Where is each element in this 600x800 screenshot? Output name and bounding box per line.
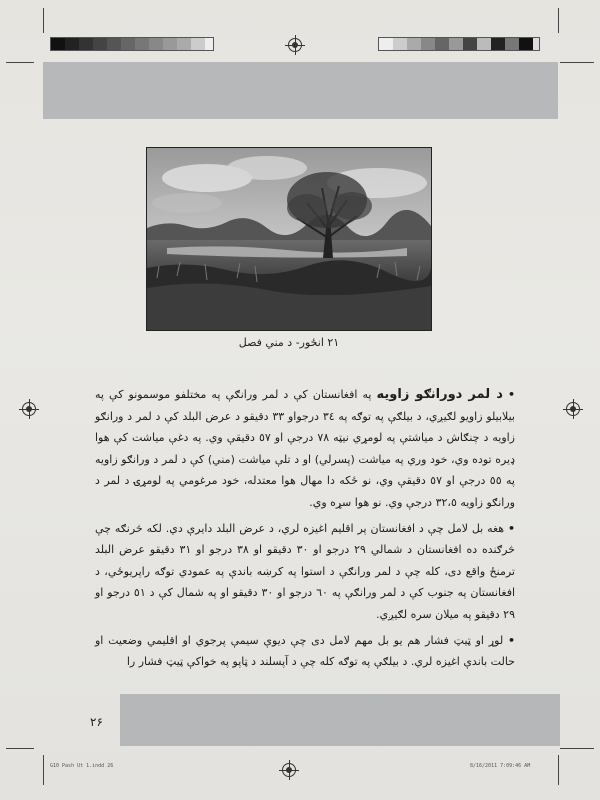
crop-mark <box>43 8 44 33</box>
autumn-landscape-photo <box>146 147 432 331</box>
registration-mark-left <box>22 402 36 416</box>
paragraph-sun-angle <box>95 384 515 514</box>
bullet-marker: • <box>507 633 515 647</box>
paragraph-text: هغه بل لامل چې د افغانستان پر اقليم اغيزه لري، د عرض البلد دايرې دي. لکه څرنګه چې څرګنده ده افغانستان د شمالي ٢٩ درجو او ٣٠ دقيقو او ٣٨ درجو او ٣١ دقيقو عرض البلد ترمنځ واقع دی، کله چې د لمر ورانګې د استوا په کرښه باندې په عمودي توګه راپريوځي، د افغانستان په جنوب کې د لمر ورانګې په ٦٠ درجو او ٣٠ دقيقو او په شمال کې د ٥١ درجو او ٢٩ دقيقو په ميلان سره لګيږي. <box>95 521 516 621</box>
paragraph-lead: د لمر دورانګو زاويه <box>376 387 503 402</box>
registration-mark-right <box>566 402 580 416</box>
header-band <box>43 62 558 119</box>
body-text <box>95 384 515 677</box>
crop-mark <box>43 755 44 785</box>
crop-mark <box>558 755 559 785</box>
crop-mark <box>558 8 559 33</box>
crop-mark <box>6 62 34 63</box>
paragraph-latitude <box>95 518 515 626</box>
registration-mark-top <box>288 38 302 52</box>
crop-mark <box>6 748 34 749</box>
page-number: ٢۶ <box>90 715 103 729</box>
paragraph-text: په افغانستان کې د لمر ورانګې په مختلفو موسمونو کې په بيلابيلو زاويو لګيږي، د بيلګې په توګه په ٣٤ درجواو ٣٣ دقيقو د عرض البلد کې د لمر د ورانګو زاويه د چنګاش د مياشتې په لومړي نيټه ٧٨ درجې او ٥٧ دقيقې وي. په دغې مياشت کې هوا ډيره توده وي، خود وري په مياشت (پسرلي) او د تلې مياشت (مني) کې د لمر د ورانګو زاويه په ٥٥ درجې او ٥٧ دقيقې وي، نو ځکه دا مهال هوا معتدله، خود مرغومي په لومړۍ د لمر د ورانګو زاويه ٣٢،٥ درجې وي. نو هوا سړه وي. <box>95 388 515 509</box>
paragraph-text: لوړ او ټيټ فشار هم يو بل مهم لامل دی چې ديوې سيمې پرجوي او اقليمي وضعيت او حالت باندې اغيزه لري. د بيلګې په توګه کله چې د آپسلند د ټاپو په خواکې ټيټ فشار را <box>95 633 515 669</box>
print-slug-left: G10 Pash Ut 1.indd 26 <box>50 763 114 769</box>
footer-band <box>120 694 560 746</box>
crop-mark <box>560 62 594 63</box>
print-slug-right: 8/16/2011 7:09:46 AM <box>470 763 531 769</box>
tree-landscape-illustration <box>147 148 431 330</box>
color-calibration-bar-left <box>50 37 214 51</box>
photo-caption: ٢١ انځور- د مني فصل <box>238 336 340 349</box>
registration-mark-bottom <box>282 763 296 777</box>
paragraph-pressure <box>95 630 515 673</box>
crop-mark <box>560 748 594 749</box>
bullet-marker: • <box>507 521 516 535</box>
color-calibration-bar-right <box>378 37 540 51</box>
bullet-marker: • <box>507 388 515 401</box>
